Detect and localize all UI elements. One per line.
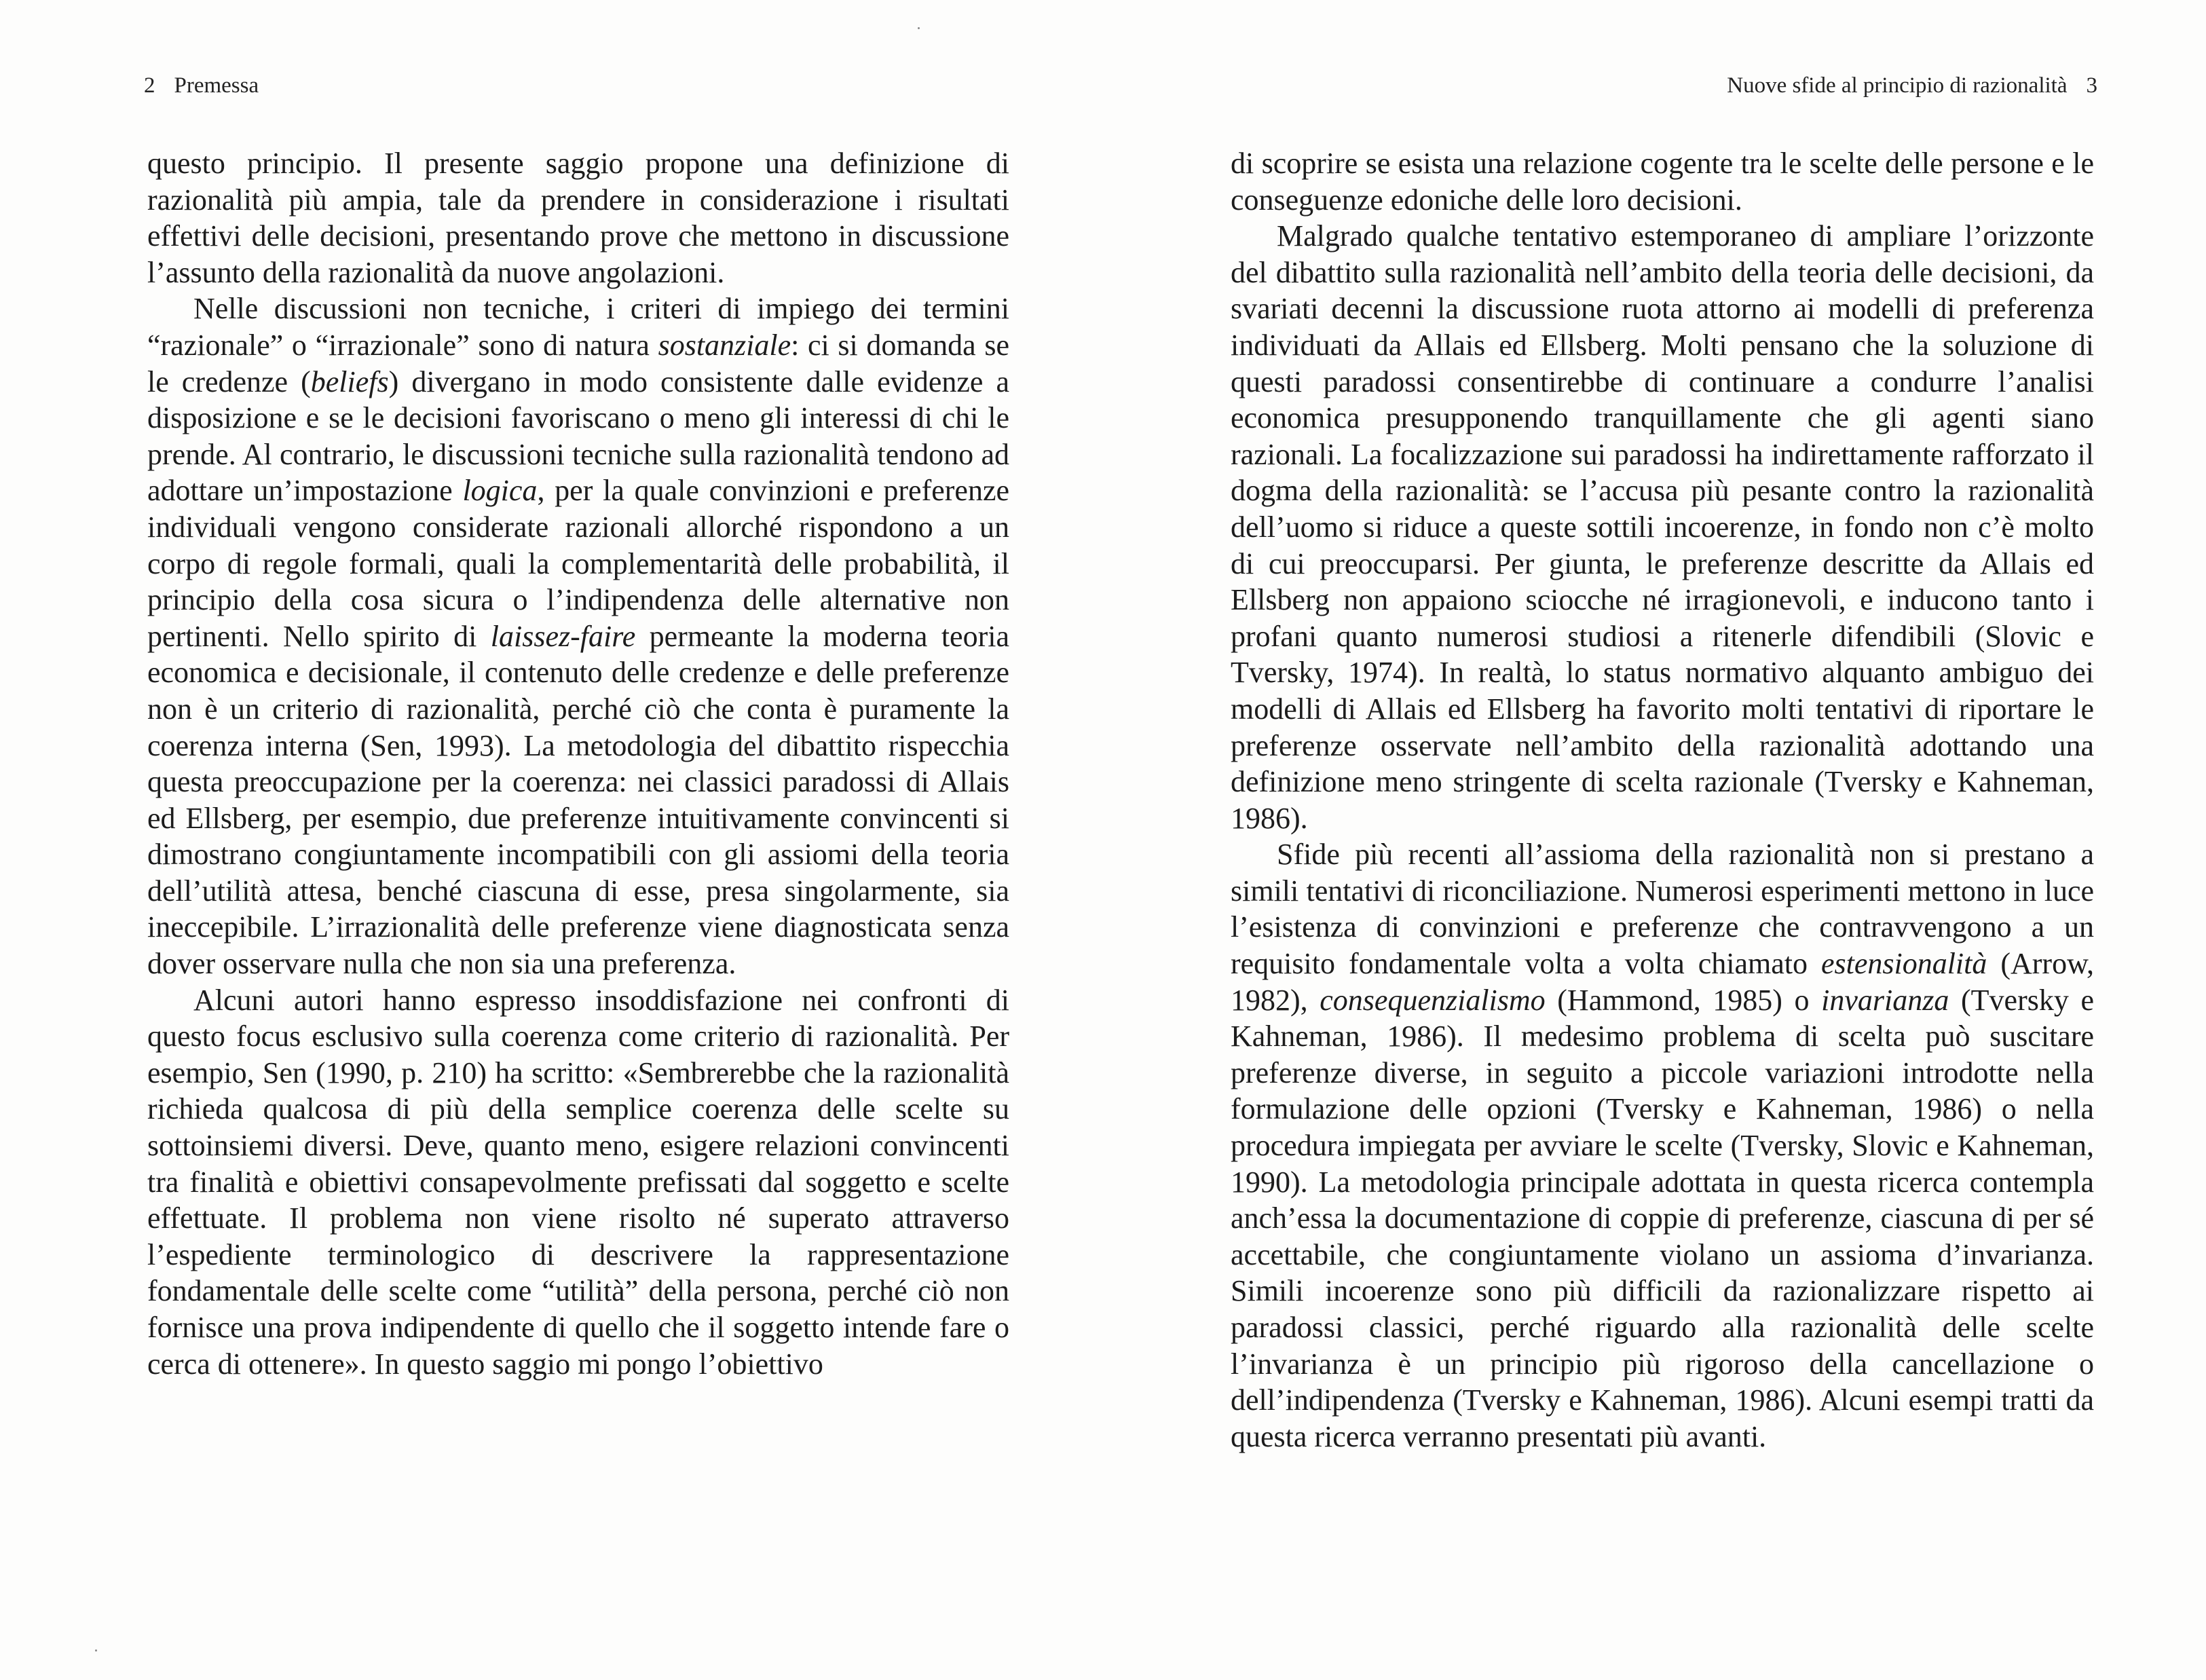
left-text-column [147,145,1009,1382]
body-paragraph [147,145,1009,291]
body-paragraph [147,291,1009,982]
right-text-column [1231,145,2094,1455]
italic-term: estensionalità [1820,947,1987,981]
text-run: (Arrow, 1982), [1231,947,2095,1017]
text-run: questo principio. Il presente saggio propone una definizione di razionalità più ampia, tale da prendere in considerazione i risultati effettivi delle decisioni, presentando prove che mettono in discussione l’assunto della razionalità da nuove angolazioni. [147,147,1009,289]
text-run: Nelle discussioni non tecniche, i criteri di impiego dei termini “razionale” o “irrazionale” sono di natura [147,292,1009,362]
italic-term: sostanziale [658,328,791,362]
italic-term: beliefs [310,365,389,398]
italic-term: consequenzialismo [1320,983,1546,1017]
right-page-number: 3 [2086,73,2097,98]
text-run: (Hammond, 1985) o [1545,983,1822,1017]
text-run: : ci si domanda se le credenze ( [147,328,1009,398]
text-run: Malgrado qualche tentativo estemporaneo di ampliare l’orizzonte del dibattito sulla razionalità nell’ambito della teoria delle decisioni, da svariati decenni la discussione ruota attorno ai modelli di preferenza individuati da Allais ed Ellsberg. Molti pensano che la soluzione di questi paradossi consentirebbe di continuare a condurre l’analisi economica presupponendo tranquillamente che gli agenti siano razionali. La focalizzazione sui paradossi ha indirettamente rafforzato il dogma della razionalità: se l’accusa più pesante contro la razionalità dell’uomo si riduce a queste sottili incoerenze, in fondo non c’è molto di cui preoccuparsi. Per giunta, le preferenze descritte da Allais ed Ellsberg non appaiono sciocche né irragionevoli, e inducono tanto i profani quanto numerosi studiosi a ritenerle difendibili (Slovic e Tversky, 1974). In realtà, lo status normativo alquanto ambiguo dei modelli di Allais ed Ellsberg ha favorito molti tentativi di riportare le preferenze osservate nell’ambito della razionalità adottando una definizione meno stringente di scelta razionale (Tversky e Kahneman, 1986). [1231,219,2094,835]
scan-speck [918,27,920,29]
right-running-head-title: Nuove sfide al principio di razionalità [1727,73,2068,98]
body-paragraph [147,982,1009,1383]
text-run: , per la quale convinzioni e preferenze individuali vengono considerate razionali allorché rispondono a un corpo di regole formali, quali la complementarità delle probabilità, il principio della cosa sicura o l’indipendenza delle alternative non pertinenti. Nello spirito di [147,474,1009,653]
body-paragraph [1231,218,2094,836]
text-run: Sfide più recenti all’assioma della razionalità non si prestano a simili tentativi di riconciliazione. Numerosi esperimenti mettono in luce l’esistenza di convinzioni e preferenze che contravvengono a un requisito fondamentale volta a volta chiamato [1231,838,2094,981]
left-running-head [144,72,259,99]
left-running-head-title: Premessa [174,73,259,98]
text-run: (Tversky e Kahneman, 1986). Il medesimo problema di scelta può suscitare preferenze diverse, in seguito a piccole variazioni introdotte nella formulazione delle opzioni (Tversky e Kahneman, 1986) o nella procedura impiegata per avviare le scelte (Tversky, Slovic e Kahneman, 1990). La metodologia principale adottata in questa ricerca contempla anch’essa la documentazione di coppie di preferenze, ciascuna di per sé accettabile, che congiuntamente violano un assioma d’invarianza. Simili incoerenze sono più difficili da razionalizzare rispetto ai paradossi classici, perché riguardo alla razionalità delle scelte l’invarianza è un principio più rigoroso della cancellazione o dell’indipendenza (Tversky e Kahneman, 1986). Alcuni esempi tratti da questa ricerca verranno presentati più avanti. [1231,983,2094,1453]
italic-term: logica [462,474,538,508]
italic-term: laissez-faire [490,619,636,653]
scan-speck [95,1649,97,1651]
body-paragraph [1231,145,2094,218]
text-run: permeante la moderna teoria economica e decisionale, il contenuto delle credenze e delle preferenze non è un criterio di razionalità, perché ciò che conta è puramente la coerenza interna (Sen, 1993). La metodologia del dibattito rispecchia questa preoccupazione per la coerenza: nei classici paradossi di Allais ed Ellsberg, per esempio, due preferenze intuitivamente convincenti si dimostrano congiuntamente incompatibili con gli assiomi della teoria dell’utilità attesa, benché ciascuna di esse, presa singolarmente, sia ineccepibile. L’irrazionalità delle preferenze viene diagnosticata senza dover osservare nulla che non sia una preferenza. [147,619,1009,981]
text-run: ) divergano in modo consistente dalle evidenze a disposizione e se le decisioni favoriscano o meno gli interessi di chi le prende. Al contrario, le discussioni tecniche sulla razionalità tendono ad adottare un’impostazione [147,365,1009,508]
left-page-number: 2 [144,73,155,98]
italic-term: invarianza [1821,983,1949,1017]
right-running-head [1727,72,2097,99]
body-paragraph [1231,836,2094,1455]
right-page [1103,0,2206,1680]
text-run: di scoprire se esista una relazione cogente tra le scelte delle persone e le conseguenze edoniche delle loro decisioni. [1231,147,2094,217]
text-run: Alcuni autori hanno espresso insoddisfazione nei confronti di questo focus esclusivo sulla coerenza come criterio di razionalità. Per esempio, Sen (1990, p. 210) ha scritto: «Sembrerebbe che la razionalità richieda qualcosa di più della semplice coerenza delle scelte su sottoinsiemi diversi. Deve, quanto meno, esigere relazioni convincenti tra finalità e obiettivi consapevolmente prefissati dal soggetto e scelte effettuate. Il problema non viene risolto né superato attraverso l’espediente terminologico di descrivere la rappresentazione fondamentale delle scelte come “utilità” della persona, perché ciò non fornisce una prova indipendente di quello che il soggetto intende fare o cerca di ottenere». In questo saggio mi pongo l’obiettivo [147,983,1009,1381]
